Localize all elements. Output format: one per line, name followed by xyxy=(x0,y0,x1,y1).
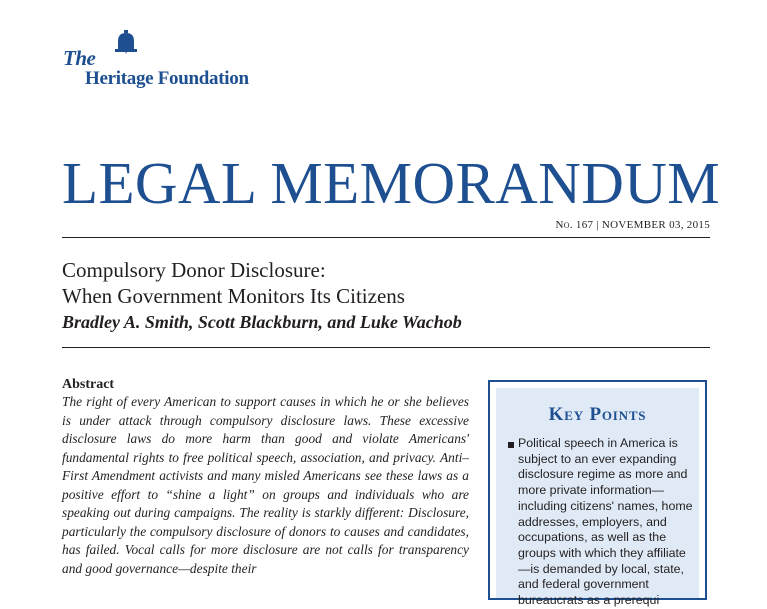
masthead-rule xyxy=(62,237,710,238)
memo-title-line-2: When Government Monitors Its Citizens xyxy=(62,284,405,308)
logo-foundation-name: Heritage Foundation xyxy=(85,68,249,89)
liberty-bell-icon xyxy=(113,30,139,54)
issue-number-date: No. 167 | NOVEMBER 03, 2015 xyxy=(555,219,710,231)
key-points-heading: Key Points xyxy=(548,404,647,425)
bullet-square-icon xyxy=(508,442,514,448)
memo-title xyxy=(62,257,405,309)
key-point-item xyxy=(508,436,693,609)
publication-masthead: LEGAL MEMORANDUM xyxy=(62,150,721,216)
memo-title-line-1: Compulsory Donor Disclosure: xyxy=(62,258,326,282)
abstract-body: The right of every American to support causes in which he or she believes is under attack through compulsory disclosure laws. These excessive disclosure laws do more harm than good and violate Americans' fundamental rights to free political speech, association, and privacy. Anti–First Amendment activists and many misled Americans see these laws as a positive effort to “shine a light” on groups and individuals who are speaking out during campaigns. The reality is starkly different: Disclosure, particularly the compulsory disclosure of donors to causes and candidates, has failed. Vocal calls for more disclosure are not calls for transparency and good governance—despite their xyxy=(62,394,469,576)
authors-byline: Bradley A. Smith, Scott Blackburn, and Luke Wachob xyxy=(62,312,462,332)
title-rule xyxy=(62,347,710,348)
key-points-box xyxy=(488,380,707,608)
key-points-panel xyxy=(496,388,699,608)
abstract-heading: Abstract xyxy=(62,377,115,392)
logo-the-text: The xyxy=(63,46,96,70)
heritage-foundation-logo xyxy=(63,30,263,90)
key-point-text: Political speech in America is subject to an ever expanding disclosure regime as more and more private information—including citizens' names, home addresses, employers, and occupations, as well as the groups with which they affiliate—is demanded by local, state, and federal government bureaucrats as a prerequi xyxy=(518,436,693,608)
